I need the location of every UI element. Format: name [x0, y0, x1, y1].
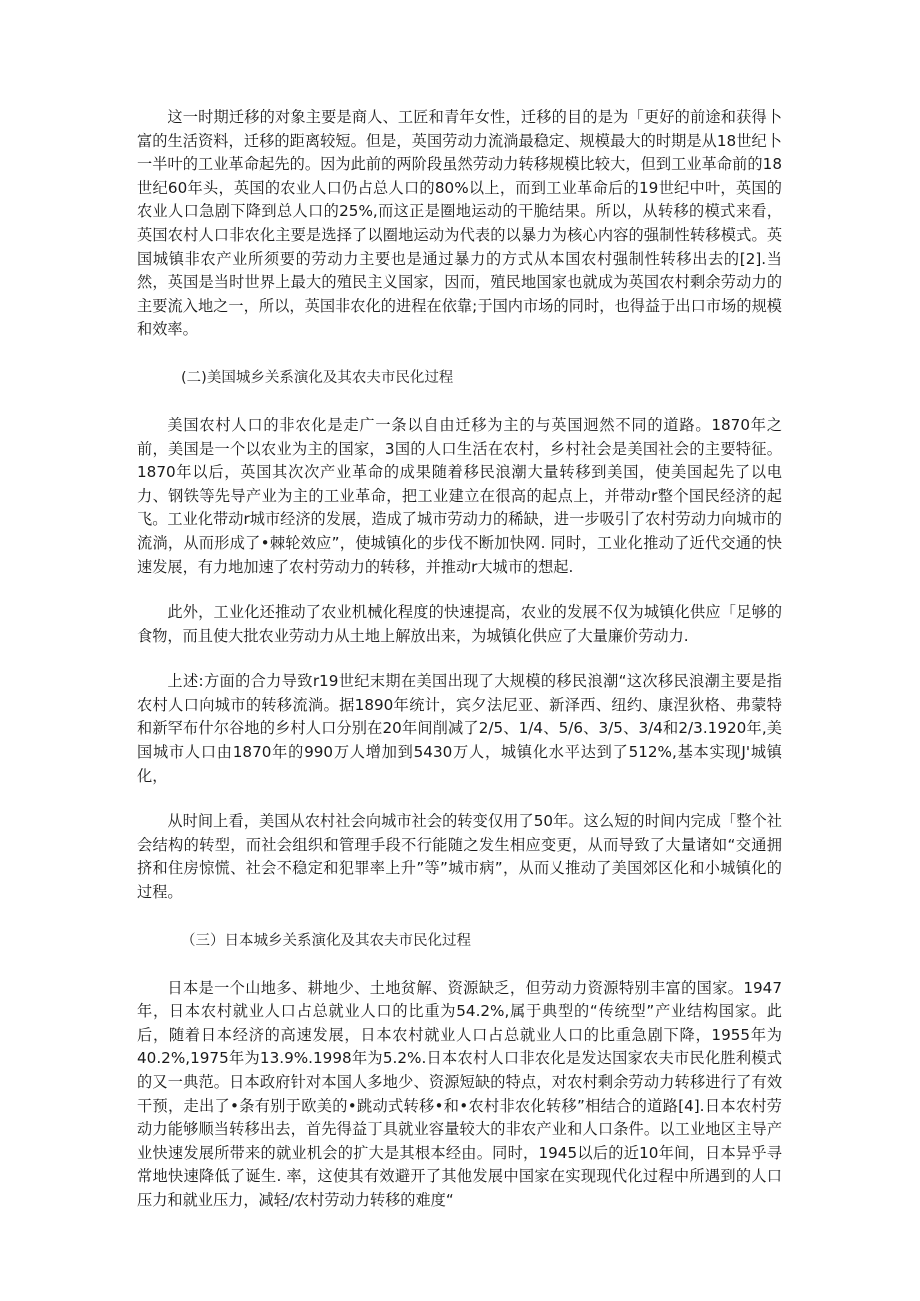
paragraph-migration-wave: 上述:方面的合力导致r19世纪末期在美国出现了大规模的移民浪潮“这次移民浪潮主要是指农村人口向城市的转移流淌。据1890年统计，宾夕法尼亚、新泽西、纽约、康涅狄格、弗蒙特和新罕布什尔谷地的乡村人口分别在20年间削减了2/5、1/4、5/6、3/5、3/4和2/3.1920年,美国城市人口由1870年的990万人增加到5430万人，城镇化水平达到了512%,基本实现J'城镇化， [137, 672, 782, 785]
section-heading-japan: （三）日本城乡关系演化及其农夫市民化过程 [181, 932, 471, 949]
paragraph-england-migration: 这一时期迁移的对象主要是商人、工匠和青年女性，迁移的目的是为「更好的前途和获得卜富的生活资料，迁移的距离较短。但是，英国劳动力流淌最稳定、规模最大的时期是从18世纪卜一半叶的工业革命起先的。因为此前的两阶段虽然劳动力转移规模比较大，但到工业革命前的18世纪60年头，英国的农业人口仍占总人口的80%以上，而到工业革命后的19世纪中叶，英国的农业人口急剧下降到总人口的25%,而这正是圈地运动的干脆结果。所以，从转移的模式来看，英国农村人口非农化主要是选择了以圈地运动为代表的以暴力为核心内容的强制性转移模式。英国城镇非农产业所须要的劳动力主要也是通过暴力的方式从本国农村强制性转移出去的[2].当然，英国是当时世界上最大的殖民主义国家，因而，殖民地国家也就成为英国农村剩余劳动力的主要流入地之一，所以，英国非农化的进程在依靠;于国内市场的同时，也得益于出口市场的规模和效率。 [137, 108, 782, 339]
paragraph-usa-nonagricultural: 美国农村人口的非农化是走广一条以自由迁移为主的与英国迥然不同的道路。1870年之前，美国是一个以农业为主的国家，3国的人口生活在农村，乡村社会是美国社会的主要特征。1870年以后，英国其次次产业革命的成果随着移民浪潮大量转移到美国，使美国起先了以电力、钢铁等先导产业为主的工业革命，把工业建立在很高的起点上，并带动r整个国民经济的起飞。工业化带动r城市经济的发展，造成了城市劳动力的稀缺，进一步吸引了农村劳动力向城市的流淌，从而形成了•棘轮效应”，使城镇化的步伐不断加快网. 同时，工业化推动了近代交通的快速发展，有力地加速了农村劳动力的转移，并推动r大城市的想起. [137, 415, 782, 576]
section-heading-usa: (二)美国城乡关系演化及其农夫市民化过程 [181, 369, 454, 386]
paragraph-urban-transition: 从时间上看，美国从农村社会向城市社会的转变仅用了50年。这么短的时间内完成「整个社会结构的转型，而社会组织和管理手段不行能随之发生相应变更，从而导致了大量诸如“交通拥挤和住房惊慌、社会不稳定和犯罪率上升”等”城市病”，从而乂推动了美国郊区化和小城镇化的过程。 [137, 812, 782, 902]
document-page [137, 106, 782, 1213]
paragraph-japan-model: 日本是一个山地多、耕地少、土地贫解、资源缺乏，但劳动力资源特别丰富的国家。1947年，日本农村就业人口占总就业人口的比重为54.2%,属于典型的“传统型”产业结构国家。此后，随着日本经济的高速发展，日本农村就业人口占总就业人口的比重急剧下降，1955年为40.2%,1975年为13.9%.1998年为5.2%.日本农村人口非农化是发达国家农夫市民化胜利模式的又一典范。日本政府针对本国人多地少、资源短缺的特点，对农村剩余劳动力转移进行了有效干预，走出了•条有别于欧美的•跳动式转移•和•农村非农化转移”相结合的道路[4].日本农村劳动力能够顺当转移出去，首先得益丁具就业容量较大的非农产业和人口条件。以工业地区主导产业快速发展所带来的就业机会的扩大是其根本经由。同时，1945以后的近10年间，日本异乎寻常地快速降低了诞生. 率，这使其有效避开了其他发展中国家在实现现代化过程中所遇到的人口压力和就业压力，减轻/农村劳动力转移的难度“ [137, 978, 782, 1209]
paragraph-agricultural-mechanization: 此外，工业化还推动了农业机械化程度的快速提高，农业的发展不仅为城镇化供应「足够的食物，而且使大批农业劳动力从土地上解放出来，为城镇化供应了大量廉价劳动力. [137, 603, 782, 645]
